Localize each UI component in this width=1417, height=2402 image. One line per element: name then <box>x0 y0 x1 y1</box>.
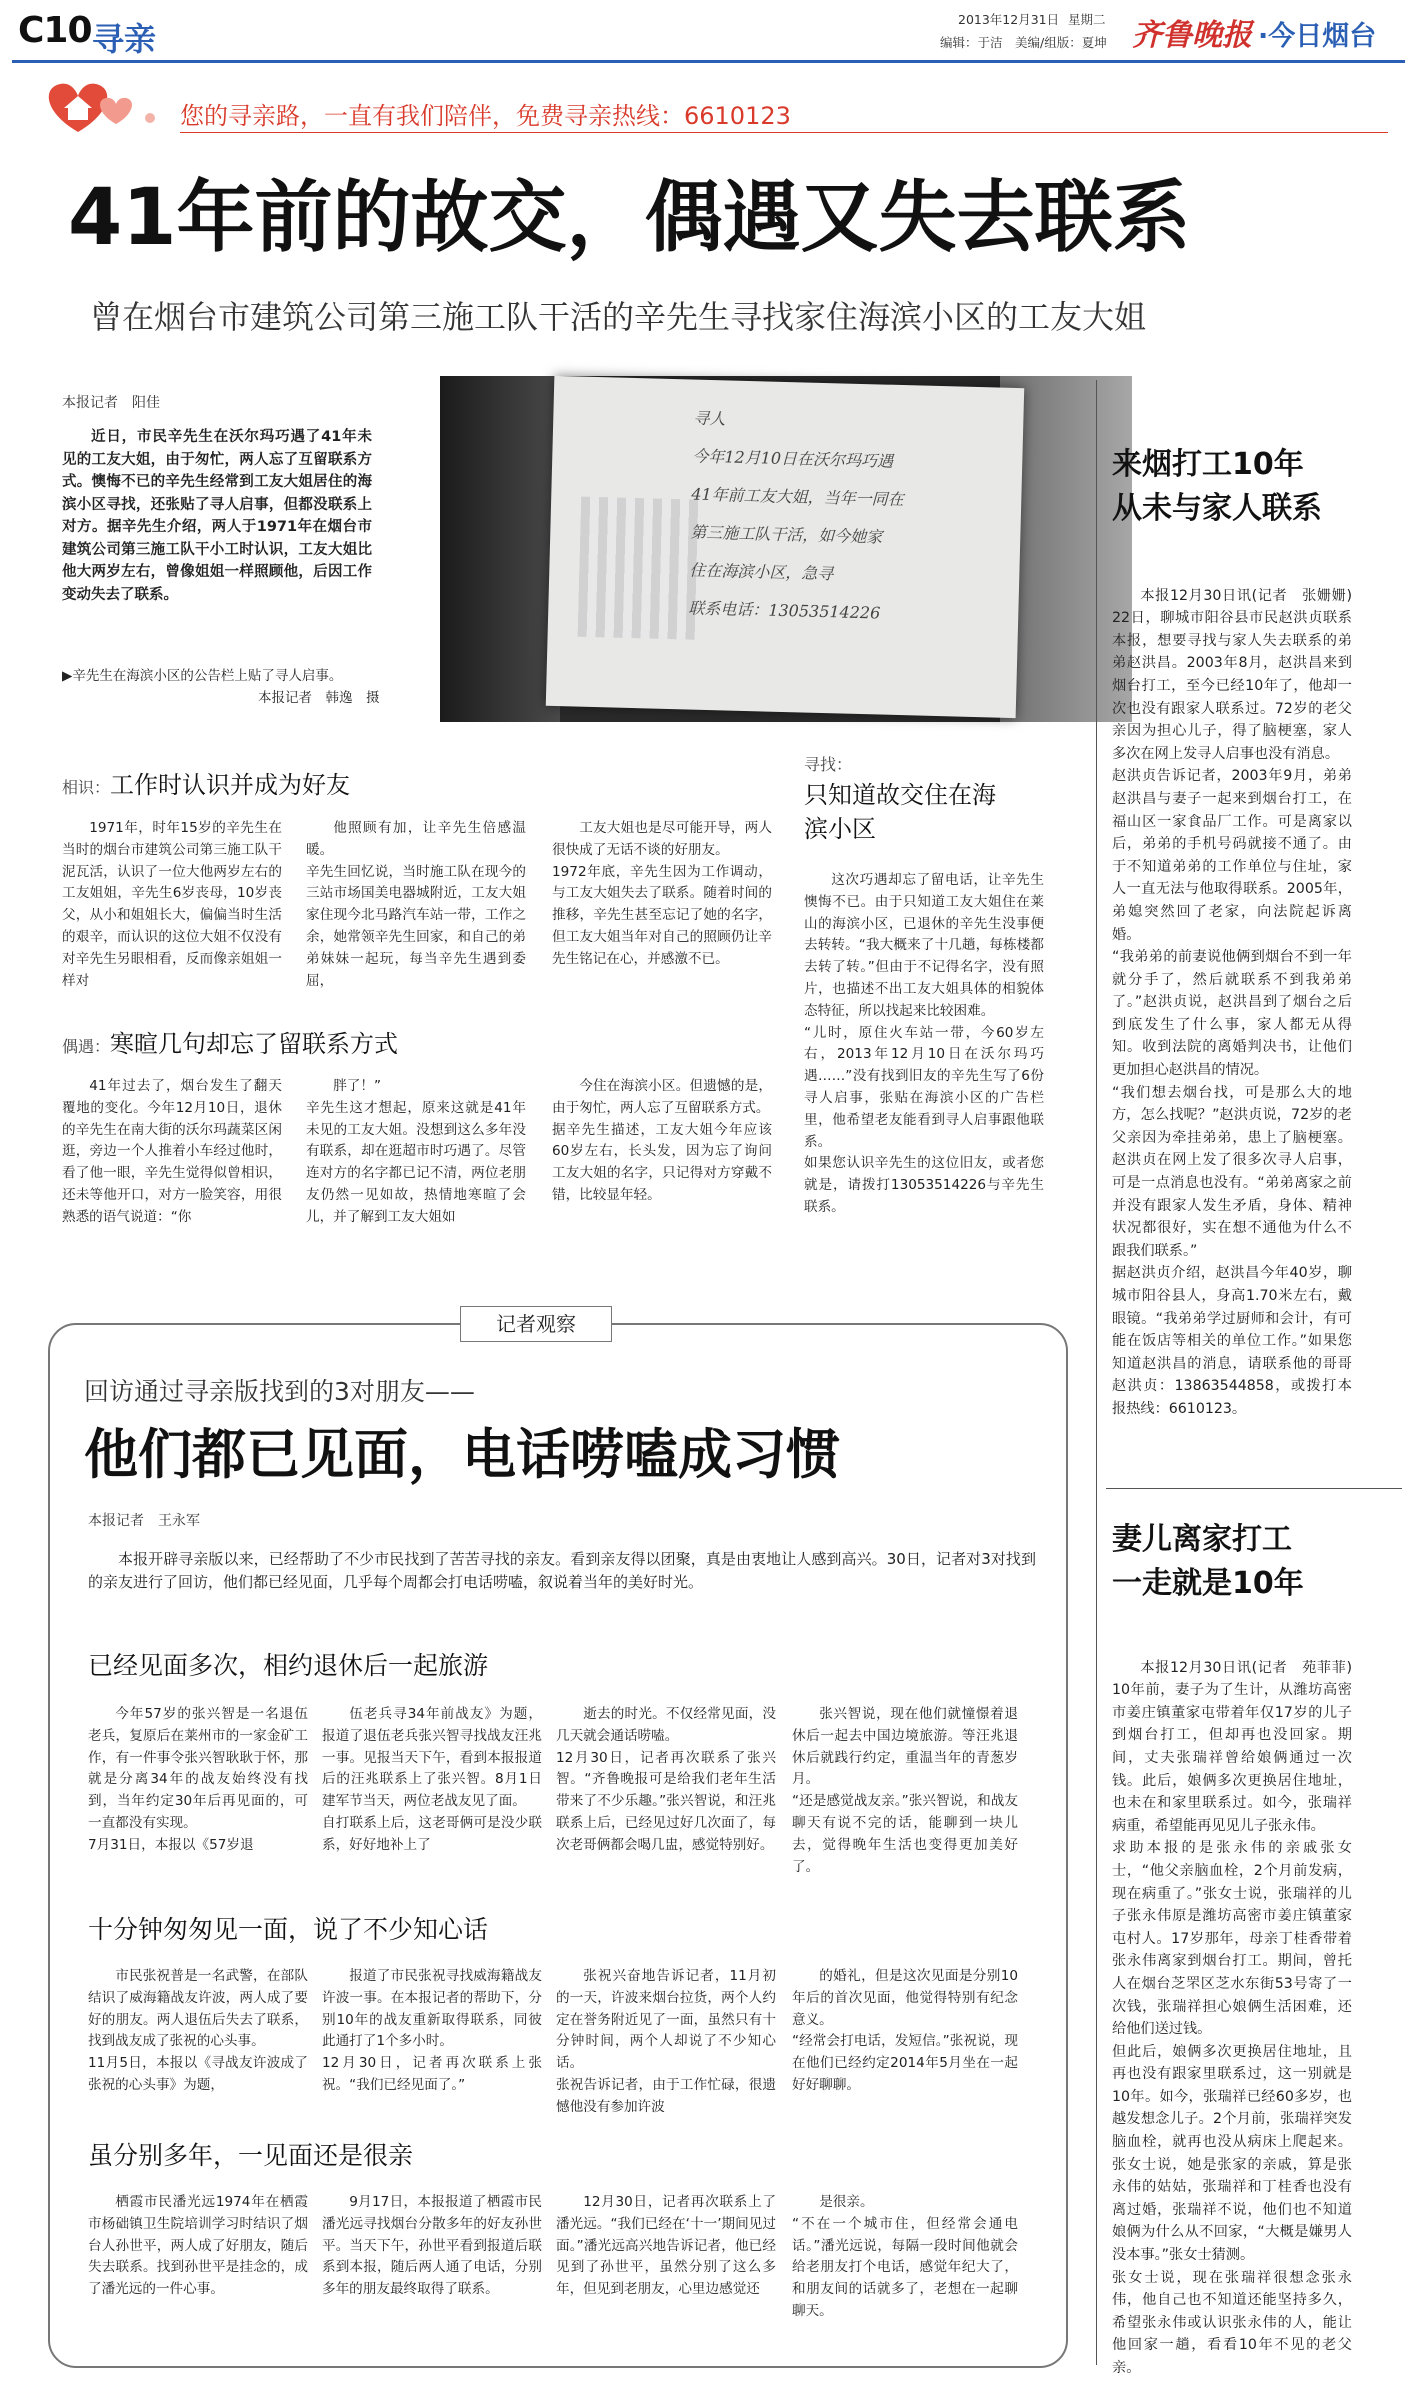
sub-edition: ·今日烟台 <box>1258 21 1377 52</box>
notice-paper <box>546 376 1024 718</box>
blurred-phone-number <box>578 497 702 640</box>
observation-headline: 他们都已见面，电话唠嗑成习惯 <box>84 1423 840 1486</box>
observation-kicker: 回访通过寻亲版找到的3对朋友—— <box>84 1377 475 1406</box>
column-text: 41年过去了，烟台发生了翻天覆地的变化。今年12月10日，退休的辛先生在南大街的沃尔玛蔬菜区闲逛，旁边一个人推着小车经过他时，看了他一眼，辛先生觉得似曾相识，还未等他开口，对方一脸笑容，用很熟悉的语气说道：“你 <box>62 1078 282 1225</box>
lead-section3-title: 只知道故交住在海滨小区 <box>804 781 996 843</box>
column-text: 是很亲。 “不在一个城市住，但经常会通电话。”潘光远说，每隔一段时间他就会给老朋友打个电话，感觉年纪大了，和朋友间的话就多了，老想在一起聊聊天。 <box>792 2194 1018 2319</box>
lead-intro <box>62 426 372 636</box>
observation-s1-col1 <box>88 1704 308 1860</box>
notice-line: 今年12月10日在沃尔玛巧遇 <box>692 446 894 471</box>
column-text: 报道了市民张祝寻找威海籍战友许波一事。在本报记者的帮助下，分别10年的战友重新取得联系，同彼此通打了1个多小时。 12月30日，记者再次联系上张祝。“我们已经见面了。” <box>322 1968 542 2093</box>
section-title: 工作时认识并成为好友 <box>110 771 351 799</box>
section-name: 寻亲 <box>92 20 157 58</box>
lead-section2-col1 <box>62 1076 282 1248</box>
column-text: 栖霞市民潘光远1974年在栖霞市杨础镇卫生院培训学习时结识了烟台人孙世平，两人成了好朋友，随后失去联系。找到孙世平是挂念的，成了潘光远的一件心事。 <box>88 2194 308 2298</box>
masthead-rule <box>12 60 1405 63</box>
lead-section1-col3 <box>552 818 772 990</box>
column-text: 今年57岁的张兴智是一名退伍老兵，复原后在莱州市的一家金矿工作，有一件事令张兴智耿耿于怀，那就是分离34年的战友始终没有找到，当年约定30年后再见面的，可一直都没有实现。 7月31日，本报以《57岁退 <box>88 1706 308 1853</box>
editors-credit: 编辑：于洁 美编/组版：夏坤 <box>940 35 1107 50</box>
observation-s1-col2 <box>322 1704 542 1860</box>
column-text: 张祝兴奋地告诉记者，11月初的一天，许波来烟台拉货，两个人约定在誉务附近见了一面，虽然只有十分钟时间，两个人却说了不少知心话。 张祝告诉记者，由于工作忙碌，很遗憾他没有参加许波 <box>556 1968 776 2115</box>
observation-s3-col4 <box>792 2192 1018 2326</box>
lead-section2-col3 <box>552 1076 772 1248</box>
sidebar-title-line: 妻儿离家打工 <box>1112 1522 1292 1557</box>
sidebar-title-line: 来烟打工10年 <box>1112 447 1304 482</box>
section-label: 相识： <box>62 778 111 797</box>
notice-line: 寻人 <box>693 408 726 429</box>
photo-credit: 本报记者 韩逸 摄 <box>258 690 380 706</box>
notice-line: 41年前工友大姐，当年一同在 <box>691 484 904 510</box>
lead-section-heading <box>62 1024 762 1058</box>
column-text: 胖了！” 辛先生这才想起，原来这就是41年未见的工友大姐。没想到这么多年没有联系，却在逛超市时巧遇了。尽管连对方的名字都已记不清，两位老朋友仍然一见如故，热情地寒暄了会儿，并了解到工友大姐如 <box>306 1078 526 1225</box>
paper-name: 齐鲁晚报 <box>1132 18 1252 53</box>
sidebar-story2-title <box>1112 1518 1402 1606</box>
column-text: 的婚礼，但是这次见面是分别10年后的首次见面，他觉得特别有纪念意义。 “经常会打电话，发短信。”张祝说，现在他们已经约定2014年5月坐在一起好好聊聊。 <box>792 1968 1018 2093</box>
sidebar-story1-body <box>1112 562 1352 1467</box>
sidebar-story2-body <box>1112 1634 1352 2376</box>
sidebar-divider <box>1096 380 1097 2365</box>
observation-s1-col4 <box>792 1704 1018 1875</box>
hotline-slogan: 您的寻亲路，一直有我们陪伴，免费寻亲热线：6610123 <box>180 102 791 130</box>
column-text: 市民张祝普是一名武警，在部队结识了威海籍战友许波，两人成了要好的朋友。两人退伍后失去了联系，找到战友成了张祝的心头事。 11月5日，本报以《寻战友许波成了张祝的心头事》为题， <box>88 1968 308 2093</box>
section-title: 寒暄几句却忘了留联系方式 <box>110 1030 399 1058</box>
notice-line: 联系电话：13053514226 <box>688 598 881 623</box>
sidebar-story1-title <box>1112 443 1402 531</box>
column-text: 这次巧遇却忘了留电话，让辛先生懊悔不已。由于只知道工友大姐住在莱山的海滨小区，已退休的辛先生没事便去转转。“我大概来了十几趟，每栋楼都去转了转。”但由于不记得名字，没有照片，也描述不出工友大姐具体的相貌体态特征，所以找起来比较困难。 “儿时，原住火车站一带，今60岁左右，2013年12月10日在沃尔玛巧遇……”没有找到旧友的辛先生写了6份寻人启事，张贴在海滨小区的广告栏里，他希望老友能看到寻人启事跟他联系。 如果您认识辛先生的这位旧友，或者您就是，请拨打13053514226与辛先生联系。 <box>804 872 1044 1215</box>
column-text: 1971年，时年15岁的辛先生在当时的烟台市建筑公司第三施工队干泥瓦活，认识了一位大他两岁左右的工友姐姐，辛先生6岁丧母，10岁丧父，从小和姐姐长大，偏偏当时生活的艰辛，而认识的这位大姐不仅没有对辛先生另眼相看，反而像亲姐姐一样对 <box>62 820 282 989</box>
observation-s2-col4 <box>792 1966 1018 2098</box>
lead-subhead: 曾在烟台市建筑公司第三施工队干活的辛先生寻找家住海滨小区的工友大姐 <box>90 298 1147 336</box>
banner-rule <box>180 132 1388 133</box>
observation-byline: 本报记者 王永军 <box>88 1513 200 1529</box>
lead-section3-body <box>804 870 1044 1255</box>
notice-handwriting <box>688 400 994 636</box>
sidebar-title-line: 从未与家人联系 <box>1112 491 1322 526</box>
issue-date: 2013年12月31日 <box>958 12 1060 27</box>
column-text: 张兴智说，现在他们就憧憬着退休后一起去中国边境旅游。等汪兆退休后就践行约定，重温当年的青葱岁月。 “还是感觉战友亲。”张兴智说，和战友聊天有说不完的话，能聊到一块儿去，觉得晚年生活也变得更加美好了。 <box>792 1706 1018 1875</box>
observation-section-title: 虽分别多年，一见面还是很亲 <box>88 2141 414 2170</box>
column-text: 12月30日，记者再次联系上了潘光远。“我们已经在‘十一’期间见过面。”潘光远高兴地告诉记者，他已经见到了孙世平，虽然分别了这么多年，但见到老朋友，心里边感觉还 <box>556 2194 776 2298</box>
lead-section1-col2 <box>306 818 526 990</box>
sidebar-text: 本报12月30日讯(记者 苑菲菲) 10年前，妻子为了生计，从潍坊高密市姜庄镇董家屯带着年仅17岁的儿子到烟台打工，但却再也没回家。期间，丈夫张瑞祥曾给娘俩通过一次钱。此后，娘俩多次更换居住地址，也未在和家里联系过。如今，张瑞祥病重，希望能再见见儿子张永伟。 求助本报的是张永伟的亲戚张女士，“他父亲脑血栓，2个月前发病，现在病重了。”张女士说，张瑞祥的儿子张永伟原是潍坊高密市姜庄镇董家屯村人。17岁那年，母亲丁桂香带着张永伟离家到烟台打工。期间，曾托人在烟台芝罘区芝水东街53号寄了一次钱，张瑞祥担心娘俩生活困难，还给他们送过钱。 但此后，娘俩多次更换居住地址，且再也没有跟家里联系过，这一别就是10年。如今，张瑞祥已经60多岁，也越发想念儿子。2个月前，张瑞祥突发脑血栓，就再也没从病床上爬起来。张女士说，她是张家的亲戚，算是张永伟的姑姑，张瑞祥和丁桂香也没有离过婚，张瑞祥不说，他们也不知道娘俩为什么从不回家，“大概是嫌男人没本事。”张女士猜测。 张女士说，现在张瑞祥很想念张永伟，他自己也不知道还能坚持多久，希望张永伟或认识张永伟的人，能让他回家一趟，看看10年不见的老父亲。 <box>1112 1659 1352 2376</box>
hotline-banner <box>38 74 1388 140</box>
column-text: 9月17日，本报报道了栖霞市民潘光远寻找烟台分散多年的好友孙世平。当天下午，孙世平看到报道后联系到本报，随后两人通了电话，分别多年的朋友最终取得了联系。 <box>322 2194 542 2298</box>
sidebar-text: 本报12月30日讯(记者 张姗姗) 22日，聊城市阳谷县市民赵洪贞联系本报，想要寻找与家人失去联系的弟弟赵洪昌。2003年8月，赵洪昌来到烟台打工，至今已经10年了，他却一次也没有跟家人联系过。72岁的老父亲因为担心儿子，得了脑梗塞，家人多次在网上发寻人启事也没有消息。 赵洪贞告诉记者，2003年9月，弟弟赵洪昌与妻子一起来到烟台打工，在福山区一家食品厂工作。可是离家以后，弟弟的手机号码就接不通了。由于不知道弟弟的工作单位与住址，家人一直无法与他取得联系。2005年，弟媳突然回了老家，向法院起诉离婚。 “我弟弟的前妻说他俩到烟台不到一年就分手了，然后就联系不到我弟弟了。”赵洪贞说，赵洪昌到了烟台之后到底发生了什么事，家人都无从得知。收到法院的离婚判决书，让他们更加担心赵洪昌的情况。 “我们想去烟台找，可是那么大的地方，怎么找呢？”赵洪贞说，72岁的老父亲因为牵挂弟弟，患上了脑梗塞。赵洪贞在网上发了很多次寻人启事，可是一点消息也没有。“弟弟离家之前并没有跟家人发生矛盾，身体、精神状况都很好，实在想不通他为什么不跟我们联系。” 据赵洪贞介绍，赵洪昌今年40岁，聊城市阳谷县人，身高1.70米左右，戴眼镜。“我弟弟学过厨师和会计，有可能在饭店等相关的单位工作。”如果您知道赵洪昌的消息，请联系他的哥哥赵洪贞：13863544858，或拨打本报热线：6610123。 <box>1112 587 1352 1417</box>
heart-house-icon <box>38 74 188 140</box>
sidebar-title-line: 一走就是10年 <box>1112 1566 1304 1601</box>
lead-photo <box>440 376 1132 722</box>
notice-line: 第三施工队干活，如今她家 <box>690 522 883 547</box>
masthead <box>0 0 1417 60</box>
observation-s3-col3 <box>556 2192 776 2326</box>
observation-section-title: 已经见面多次，相约退休后一起旅游 <box>88 1651 489 1680</box>
column-text: 他照顾有加，让辛先生倍感温暖。 辛先生回忆说，当时施工队在现今的三站市场国美电器城附近，工友大姐家住现今北马路汽车站一带，工作之余，她常领辛先生回家，和自己的弟弟妹妹一起玩，每当辛先生遇到委屈， <box>306 820 526 989</box>
section-label: 偶遇： <box>62 1037 111 1056</box>
observation-s3-col2 <box>322 2192 542 2326</box>
notice-line: 住在海滨小区，急寻 <box>689 560 834 584</box>
observation-intro <box>88 1548 1036 1618</box>
page-number: C10 <box>18 10 92 51</box>
column-text: 工友大姐也是尽可能开导，两人很快成了无话不谈的好朋友。 1972年底，辛先生因为工作调动，与工友大姐失去了联系。随着时间的推移，辛先生甚至忘记了她的名字，但工友大姐当年对自己的照顾仍让辛先生铭记在心，并感激不已。 <box>552 820 772 967</box>
lead-section2-col2 <box>306 1076 526 1248</box>
column-text: 伍老兵寻34年前战友》为题，报道了退伍老兵张兴智寻找战友汪兆一事。见报当天下午，看到本报报道后的汪兆联系上了张兴智。8月1日建军节当天，两位老战友见了面。 自打联系上后，这老哥俩可是没少联系，好好地补上了 <box>322 1706 542 1853</box>
lead-section3-label: 寻找： <box>804 755 853 774</box>
lead-intro-text: 近日，市民辛先生在沃尔玛巧遇了41年未见的工友大姐，由于匆忙，两人忘了互留联系方式。懊悔不已的辛先生经常到工友大姐居住的海滨小区寻找，还张贴了寻人启事，但都没联系上对方。据辛先生介绍，两人于1971年在烟台市建筑公司第三施工队干小工时认识，工友大姐比他大两岁左右，曾像姐姐一样照顾他，后因工作变动失去了联系。 <box>62 429 372 603</box>
observation-intro-text: 本报开辟寻亲版以来，已经帮助了不少市民找到了苦苦寻找的亲友。看到亲友得以团聚，真是由衷地让人感到高兴。30日，记者对3对找到的亲友进行了回访，他们都已经见面，几乎每个周都会打电话唠嗑，叙说着当年的美好时光。 <box>88 1550 1036 1591</box>
observation-s2-col1 <box>88 1966 308 2098</box>
lead-headline: 41年前的故交，偶遇又失去联系 <box>68 173 1191 263</box>
issue-weekday: 星期二 <box>1068 12 1106 27</box>
lead-byline: 本报记者 阳佳 <box>62 395 160 411</box>
photo-caption <box>62 665 392 709</box>
observation-s2-col2 <box>322 1966 542 2098</box>
observation-section-title: 十分钟匆匆见一面，说了不少知心话 <box>88 1915 489 1944</box>
photo-caption-line: ▶辛先生在海滨小区的公告栏上贴了寻人启事。 <box>62 668 343 684</box>
observation-s2-col3 <box>556 1966 776 2115</box>
lead-section1-col1 <box>62 818 282 990</box>
column-text: 逝去的时光。不仅经常见面，没几天就会通话唠嗑。 12月30日，记者再次联系了张兴智。“齐鲁晚报可是给我们老年生活带来了不少乐趣。”张兴智说，和汪兆联系上后，已经见过好几次面了，每次老哥俩都会喝几盅，感觉特别好。 <box>556 1706 776 1853</box>
lead-section-heading <box>62 765 762 799</box>
observation-tag: 记者观察 <box>460 1306 612 1342</box>
observation-s3-col1 <box>88 2192 308 2326</box>
observation-s1-col3 <box>556 1704 776 1860</box>
photo-wall-left <box>440 376 560 722</box>
sidebar-rule <box>1106 1488 1402 1489</box>
column-text: 今住在海滨小区。但遗憾的是，由于匆忙，两人忘了互留联系方式。 据辛先生描述，工友大姐今年应该60岁左右，长头发，因为忘了询问工友大姐的名字，只记得对方穿戴不错，比较显年轻。 <box>552 1078 772 1203</box>
